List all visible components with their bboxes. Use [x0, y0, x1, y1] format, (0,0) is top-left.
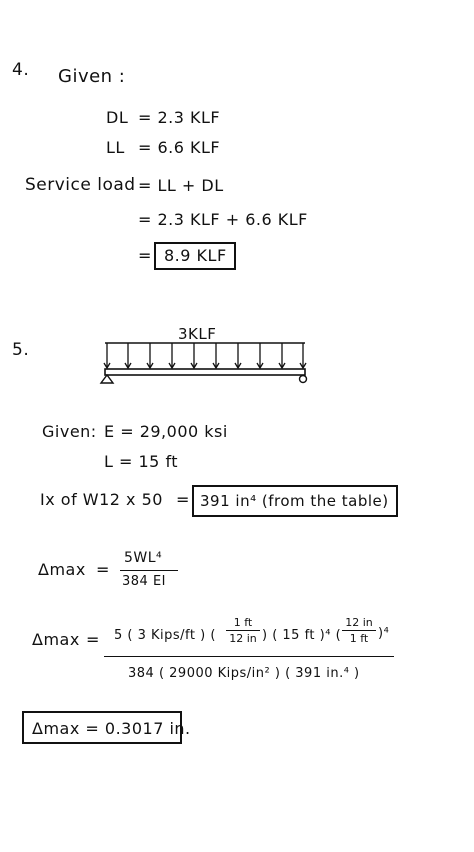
calc-eq-sign: =: [86, 630, 100, 649]
problem-5-given: Given:: [42, 422, 97, 441]
ix-eq-sign: =: [176, 490, 190, 509]
beam-diagram: [95, 325, 315, 395]
delta-max-label: Δmax: [38, 560, 86, 579]
problem-5-number: 5.: [12, 340, 30, 360]
fraction-2-denominator: 1 ft: [349, 632, 369, 645]
formula-numerator: 5WL⁴: [124, 550, 163, 566]
service-result: 8.9 KLF: [164, 246, 227, 265]
service-eq-sign: =: [138, 246, 152, 265]
ix-label: Ix of W12 x 50: [40, 490, 163, 509]
answer-box: [22, 711, 191, 744]
problem-4-number: 4.: [12, 60, 30, 80]
pin-support-icon: [101, 375, 113, 383]
calc-numerator-part-c: )⁴: [378, 626, 390, 641]
formula-eq-sign: =: [96, 560, 110, 579]
calc-fraction-bar: [104, 656, 394, 657]
calc-denominator: 384 ( 29000 Kips/in² ) ( 391 in.⁴ ): [128, 666, 360, 681]
service-step-1: = LL + DL: [138, 176, 224, 195]
l-value: L = 15 ft: [104, 452, 179, 471]
ix-result: 391 in⁴ (from the table): [200, 492, 389, 510]
beam: [105, 369, 305, 375]
roller-support-icon: [300, 376, 307, 383]
calc-numerator-part-a: 5 ( 3 Kips/ft ) (: [114, 628, 216, 643]
dl-value: = 2.3 KLF: [138, 108, 221, 127]
formula-denominator: 384 EI: [122, 574, 166, 589]
e-value: E = 29,000 ksi: [104, 422, 228, 441]
fraction-ft-per-in: [226, 616, 260, 645]
ix-result-box: [192, 485, 398, 517]
fraction-2-numerator: 12 in: [345, 616, 373, 629]
ll-value: = 6.6 KLF: [138, 138, 221, 157]
dl-label: DL: [106, 108, 129, 127]
delta-max-label-2: Δmax: [32, 630, 80, 649]
service-step-2: = 2.3 KLF + 6.6 KLF: [138, 210, 308, 229]
load-label: 3KLF: [178, 325, 217, 343]
answer: Δmax = 0.3017 in.: [32, 719, 191, 738]
calc-numerator-part-b: ) ( 15 ft )⁴ (: [262, 628, 342, 643]
service-load-label: Service load: [25, 175, 136, 195]
service-result-box: [154, 242, 236, 270]
load-arrows: [104, 343, 306, 368]
fraction-1-numerator: 1 ft: [233, 616, 253, 629]
problem-4-given: Given :: [58, 66, 126, 87]
formula-bar: [120, 570, 178, 571]
ll-label: LL: [106, 138, 125, 157]
fraction-1-denominator: 12 in: [229, 632, 257, 645]
fraction-in-per-ft: [342, 616, 376, 645]
